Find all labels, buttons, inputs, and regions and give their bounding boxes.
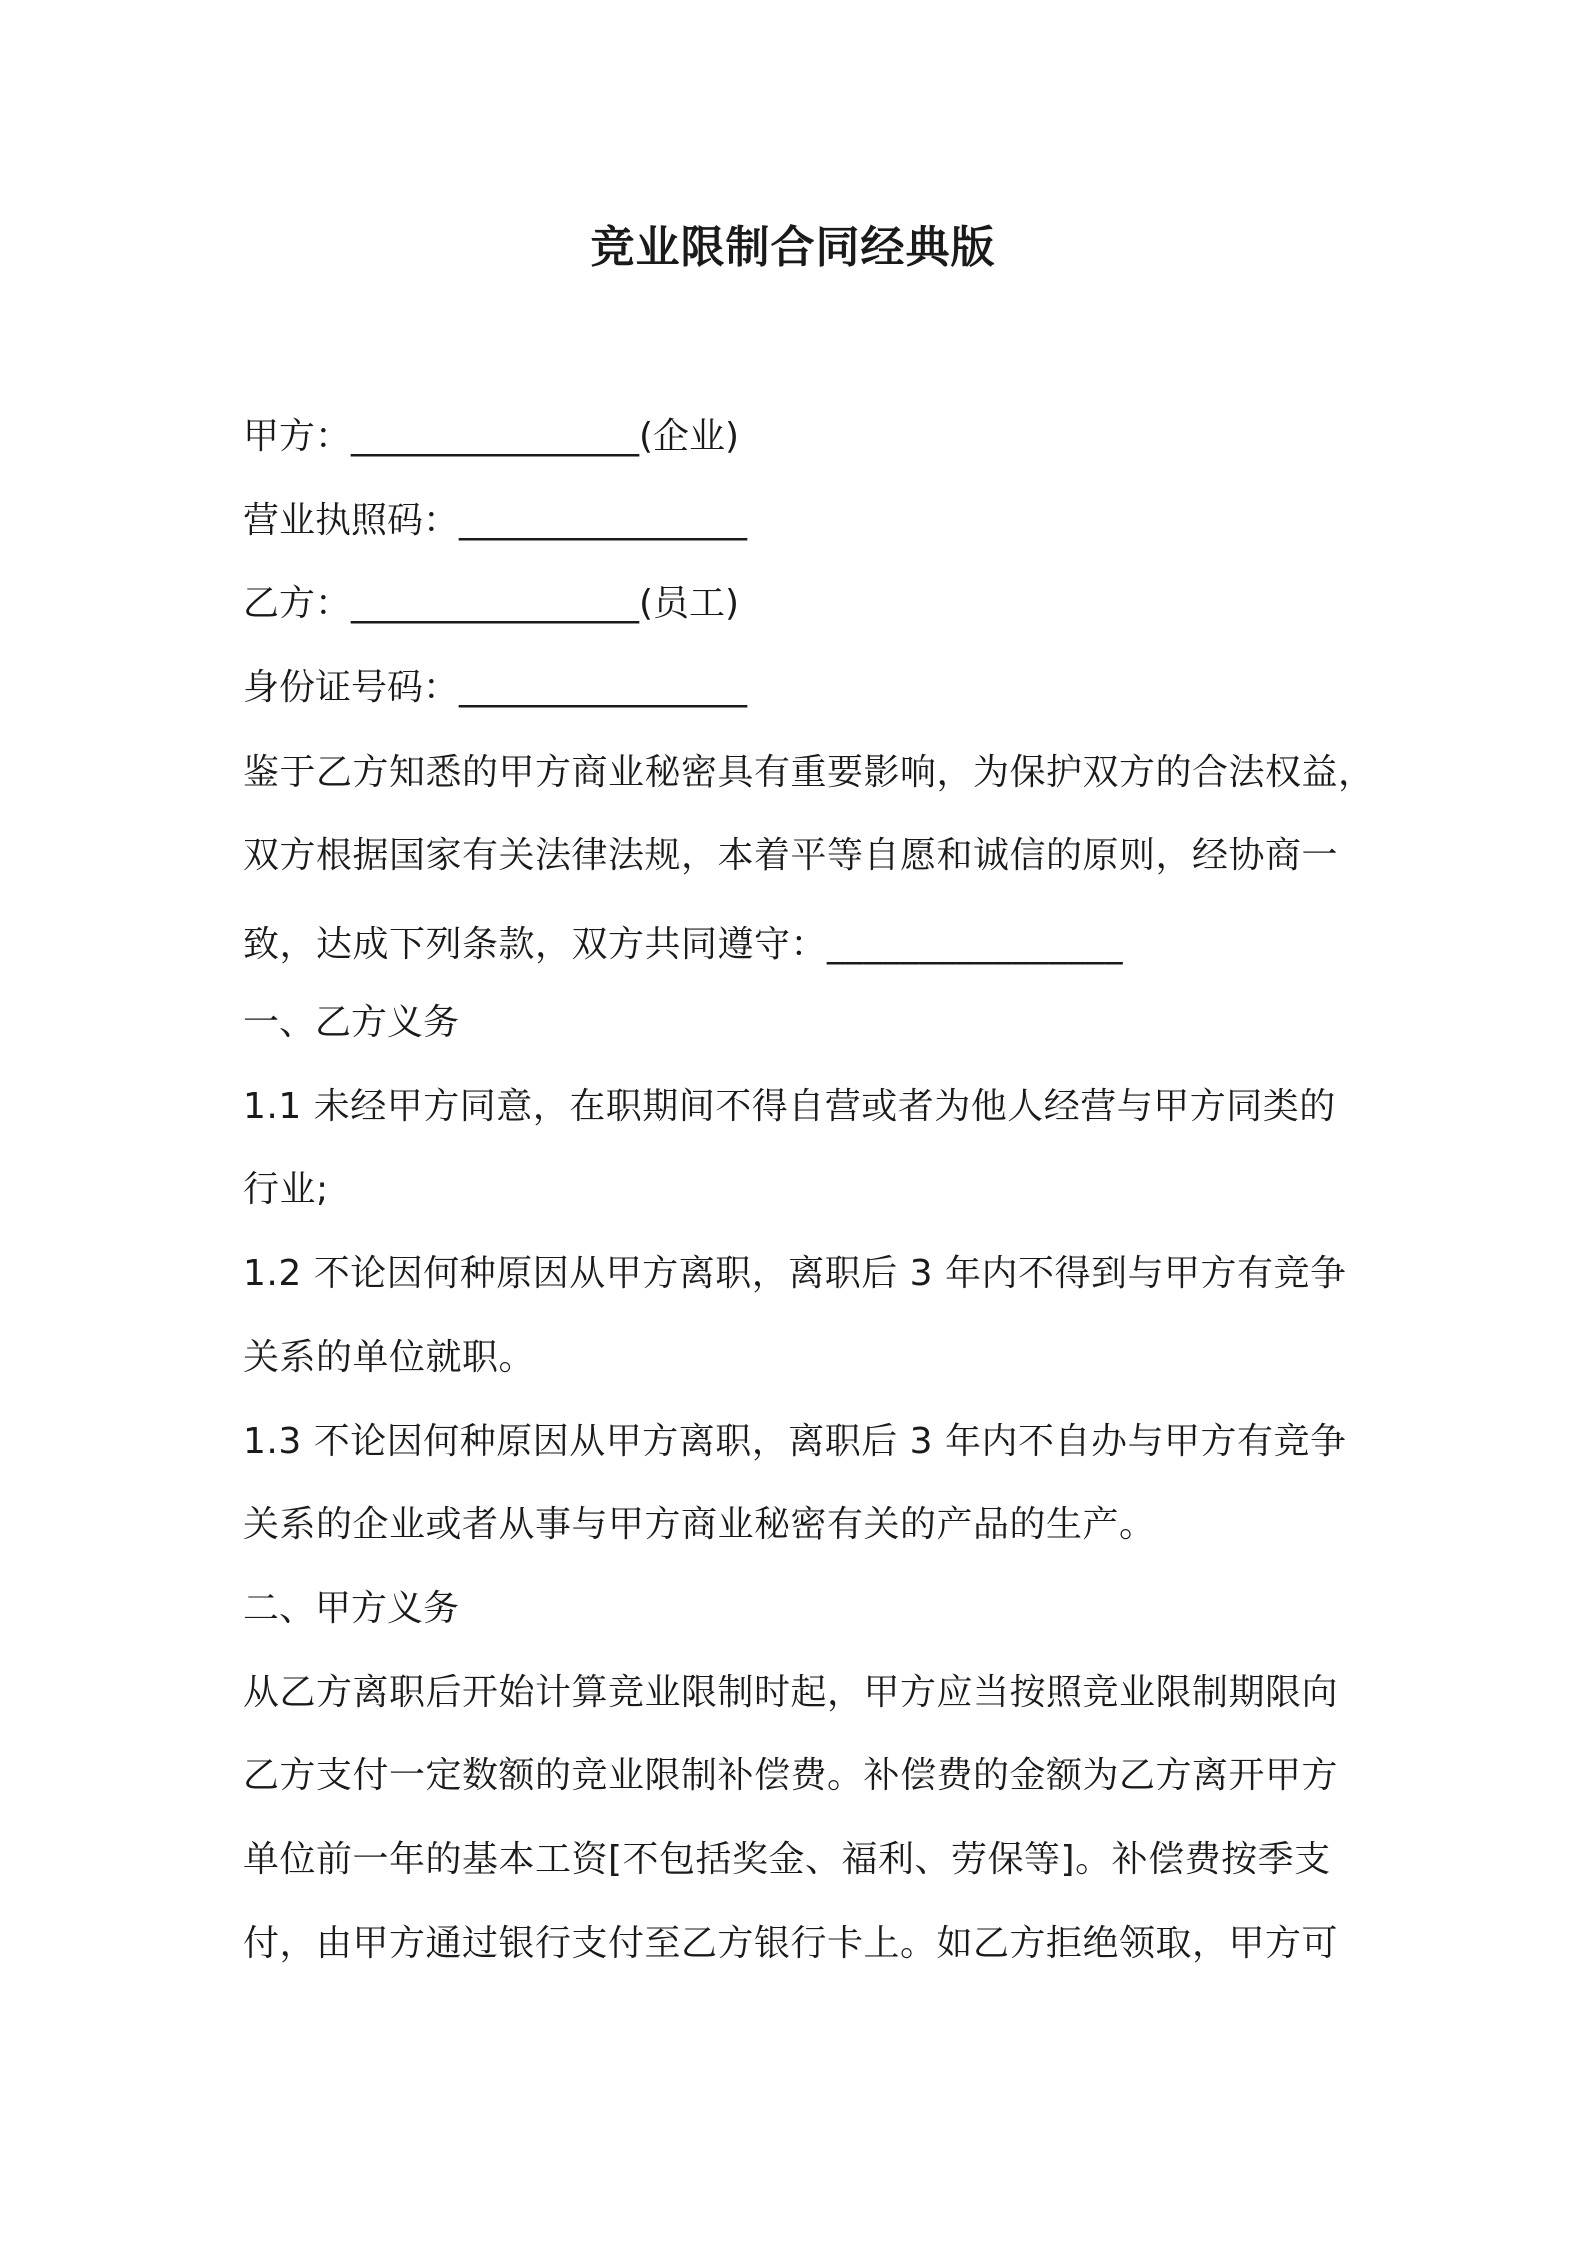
document-title: 竞业限制合同经典版 <box>590 222 996 273</box>
section2-body-line: 乙方支付一定数额的竞业限制补偿费。补偿费的金额为乙方离开甲方 <box>243 1755 1339 1796</box>
business-license-field: 营业执照码：________________ <box>243 500 748 541</box>
section2-body-line: 单位前一年的基本工资[不包括奖金、福利、劳保等]。补偿费按季支 <box>243 1839 1331 1880</box>
clause-1-2-line: 1.2 不论因何种原因从甲方离职，离职后 3 年内不得到与甲方有竞争 <box>243 1253 1347 1294</box>
clause-1-1-line: 行业; <box>243 1169 329 1210</box>
party-b-field: 乙方：________________(员工) <box>243 583 740 624</box>
preamble-line: 致，达成下列条款，双方共同遵守：________________ <box>243 924 1124 965</box>
clause-1-3-line: 1.3 不论因何种原因从甲方离职，离职后 3 年内不自办与甲方有竞争 <box>243 1421 1347 1462</box>
section2-heading: 二、甲方义务 <box>243 1588 460 1629</box>
preamble-line: 双方根据国家有关法律法规，本着平等自愿和诚信的原则，经协商一 <box>243 835 1339 876</box>
clause-1-3-line: 关系的企业或者从事与甲方商业秘密有关的产品的生产。 <box>243 1504 1156 1545</box>
section1-heading: 一、乙方义务 <box>243 1002 460 1043</box>
section2-body-line: 付，由甲方通过银行支付至乙方银行卡上。如乙方拒绝领取，甲方可 <box>243 1923 1339 1964</box>
party-a-field: 甲方：________________(企业) <box>243 416 740 457</box>
clause-1-2-line: 关系的单位就职。 <box>243 1337 536 1378</box>
preamble-line: 鉴于乙方知悉的甲方商业秘密具有重要影响，为保护双方的合法权益， <box>243 752 1375 793</box>
clause-1-1-line: 1.1 未经甲方同意，在职期间不得自营或者为他人经营与甲方同类的 <box>243 1086 1336 1127</box>
section2-body-line: 从乙方离职后开始计算竞业限制时起，甲方应当按照竞业限制期限向 <box>243 1672 1339 1713</box>
id-number-field: 身份证号码：________________ <box>243 667 748 708</box>
